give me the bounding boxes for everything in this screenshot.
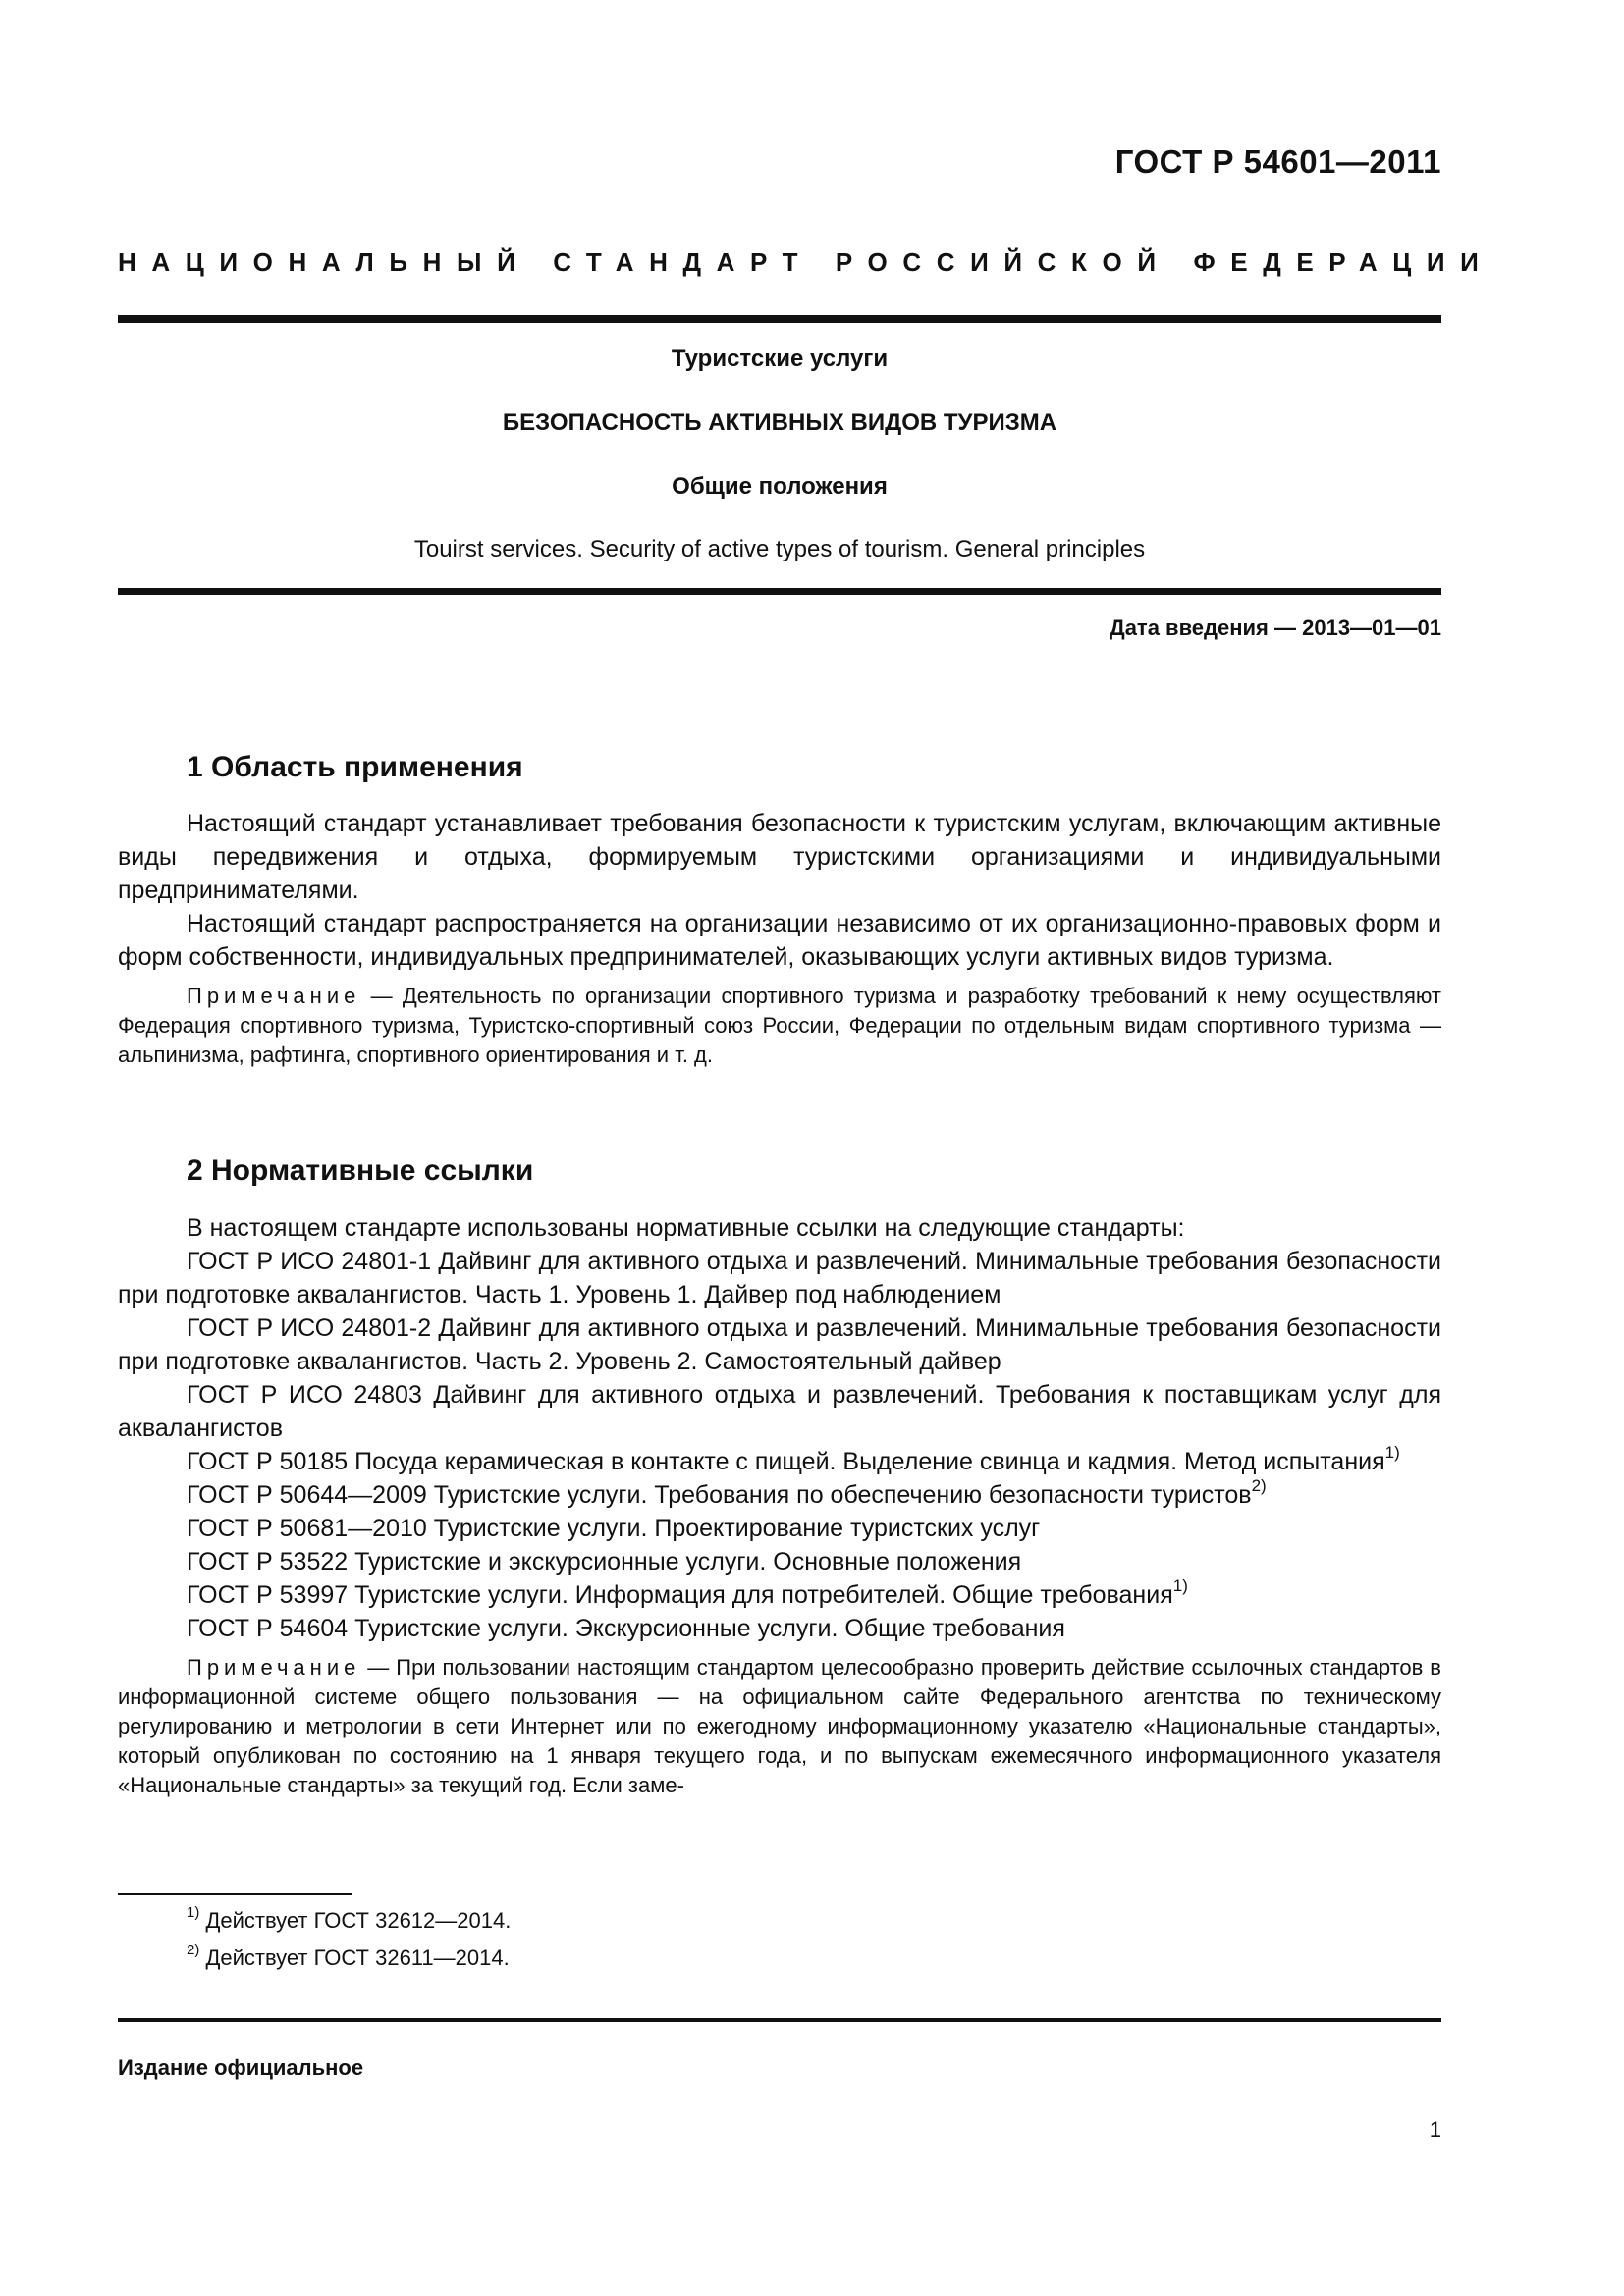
footnote-mark: 1): [1384, 1442, 1400, 1462]
section-1-paragraph-2: Настоящий стандарт распространяется на организации независимо от их организационно-правовых форм и форм собственности, индивидуальных предпринимателей, оказывающих услуги активных видов туризма.: [118, 910, 1441, 971]
top-divider: [118, 315, 1441, 323]
national-standard-title: НАЦИОНАЛЬНЫЙ СТАНДАРТ РОССИЙСКОЙ ФЕДЕРАЦИИ: [118, 247, 1494, 277]
note-label: Примечание: [187, 984, 361, 1008]
footnote-1: $^{1)}$ Действует ГОСТ 32612—2014.: [187, 1903, 512, 1933]
english-title: Touirst services. Security of active types of tourism. General principles: [413, 536, 1146, 562]
title-line-3: Общие положения: [672, 473, 888, 500]
title-line-2: БЕЗОПАСНОСТЬ АКТИВНЫХ ВИДОВ ТУРИЗМА: [502, 409, 1057, 436]
title-divider: [118, 588, 1441, 595]
section-1-body: [118, 807, 1441, 1070]
reference-item: ГОСТ Р 53522 Туристские и экскурсионные услуги. Основные положения: [187, 1548, 1022, 1575]
introduction-date: Дата введения — 2013—01—01: [1110, 615, 1441, 640]
reference-item: ГОСТ Р 50681—2010 Туристские услуги. Проектирование туристских услуг: [187, 1515, 1041, 1542]
page-number: 1: [1429, 2117, 1441, 2142]
section-1-note: [118, 982, 1441, 1070]
section-1-heading: 1 Область применения: [187, 751, 523, 783]
title-line-1: Туристские услуги: [671, 346, 889, 372]
reference-item: ГОСТ Р ИСО 24803 Дайвинг для активного отдыха и развлечений. Требования к поставщикам услуг для аквалангистов: [118, 1381, 1441, 1442]
note-text: — Деятельность по организации спортивного туризма и разработку требований к нему осуществляют Федерация спортивного туризма, Туристско-спортивный союз России, Федерации по отдельным видам спортивного туризма — альпинизма, рафтинга, спортивного ориентирования и т. д.: [118, 984, 1441, 1067]
document-code: ГОСТ Р 54601—2011: [1114, 143, 1441, 180]
footnote-separator: [118, 1893, 352, 1895]
reference-item: ГОСТ Р ИСО 24801-2 Дайвинг для активного отдыха и развлечений. Минимальные требования безопасности при подготовке аквалангистов. Часть 2. Уровень 2. Самостоятельный дайвер: [118, 1314, 1441, 1375]
note-text: — При пользовании настоящим стандартом целесообразно проверить действие ссылочных стандартов в информационной системе общего пользования — на официальном сайте Федерального агентства по техническому регулированию и метрологии в сети Интернет или по ежегодному информационному указателю «Национальные стандарты», который опубликован по состоянию на 1 января текущего года, и по выпускам ежемесячного информационного указателя «Национальные стандарты» за текущий год. Если заме-: [118, 1655, 1441, 1797]
footnote-2: $^{2)}$ Действует ГОСТ 32611—2014.: [187, 1941, 510, 1970]
section-1-paragraph-1: Настоящий стандарт устанавливает требования безопасности к туристским услугам, включающим активные виды передвижения и отдыха, формируемым туристскими организациями и индивидуальными предпринимателями.: [118, 810, 1441, 904]
reference-item: ГОСТ Р 50185 Посуда керамическая в контакте с пищей. Выделение свинца и кадмия. Метод испытания$^{1)}$: [187, 1442, 1400, 1475]
footnote-mark: 1): [1172, 1575, 1188, 1595]
section-2-note: [118, 1653, 1441, 1800]
note-label: Примечание: [187, 1655, 361, 1680]
reference-item: ГОСТ Р 54604 Туристские услуги. Экскурсионные услуги. Общие требования: [187, 1615, 1065, 1642]
footnote-mark: 2): [1251, 1475, 1267, 1495]
section-2-intro: В настоящем стандарте использованы нормативные ссылки на следующие стандарты:: [187, 1214, 1185, 1242]
edition-label: Издание официальное: [118, 2056, 364, 2080]
reference-item: ГОСТ Р 53997 Туристские услуги. Информация для потребителей. Общие требования$^{1)}$: [187, 1575, 1188, 1609]
section-2-heading: 2 Нормативные ссылки: [187, 1154, 534, 1187]
footer-divider: [118, 2018, 1441, 2022]
reference-item: ГОСТ Р ИСО 24801-1 Дайвинг для активного отдыха и развлечений. Минимальные требования безопасности при подготовке аквалангистов. Часть 1. Уровень 1. Дайвер под наблюдением: [118, 1248, 1441, 1308]
section-2-body: [118, 1211, 1441, 1800]
reference-item: ГОСТ Р 50644—2009 Туристские услуги. Требования по обеспечению безопасности туристов$^{2)}$: [187, 1475, 1267, 1509]
